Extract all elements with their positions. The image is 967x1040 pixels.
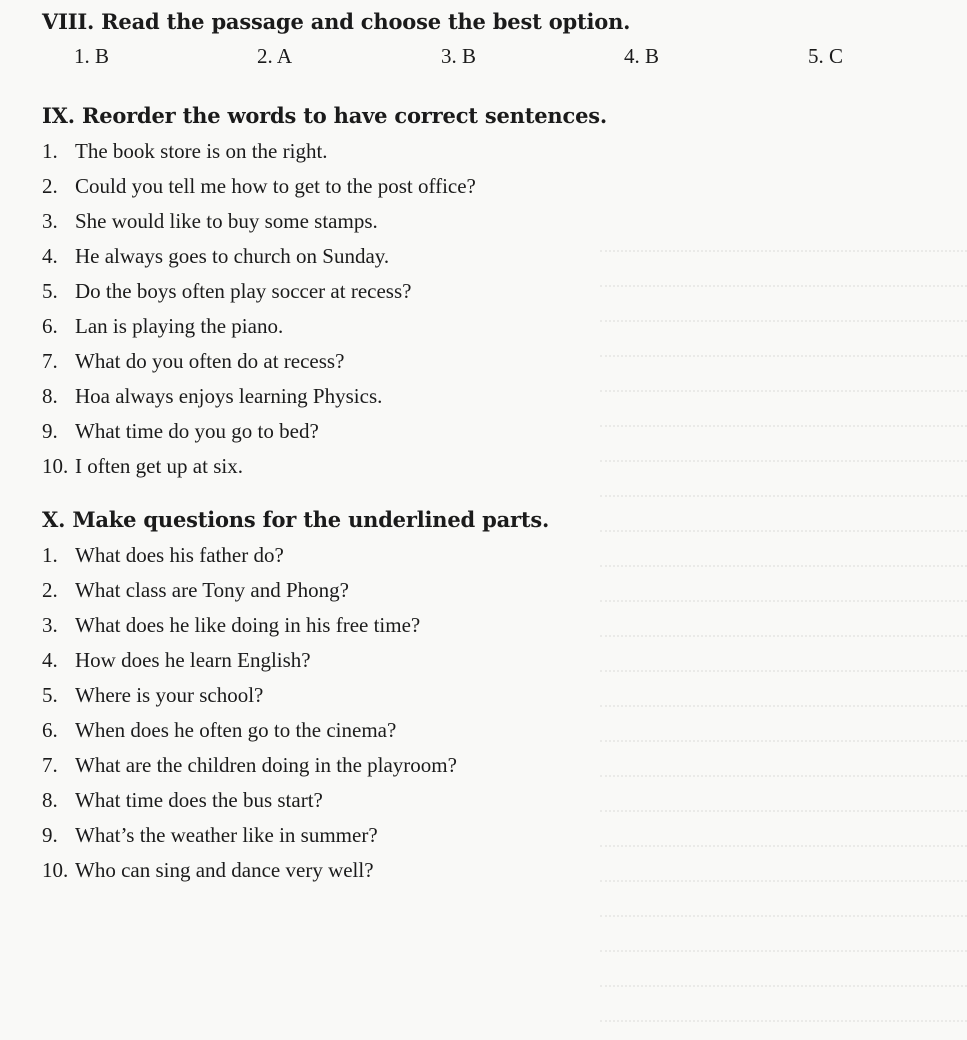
answer-item: 2. A: [257, 44, 293, 68]
item-number: 8.: [42, 384, 58, 408]
item-text: Lan is playing the piano.: [75, 314, 284, 338]
item-number: 5.: [42, 279, 58, 303]
ghost-dotted-line: [600, 1020, 967, 1022]
ghost-dotted-line: [600, 810, 967, 812]
item-text: What time does the bus start?: [75, 788, 323, 812]
item-number: 2.: [42, 174, 58, 198]
section-ix: [42, 102, 607, 484]
ghost-dotted-line: [600, 705, 967, 707]
ghost-dotted-line: [600, 460, 967, 462]
ghost-dotted-line: [600, 950, 967, 952]
list-item: [42, 449, 607, 484]
item-text: He always goes to church on Sunday.: [75, 244, 390, 268]
item-text: What does he like doing in his free time?: [75, 613, 421, 637]
item-text: Hoa always enjoys learning Physics.: [75, 384, 383, 408]
list-item: [42, 573, 549, 608]
item-text: What time do you go to bed?: [75, 419, 319, 443]
section-heading: IX. Reorder the words to have correct sentences.: [42, 103, 607, 128]
ghost-dotted-line: [600, 670, 967, 672]
item-text: What does his father do?: [75, 543, 284, 567]
list-item: [42, 748, 549, 783]
sentence-list: [42, 134, 607, 484]
list-item: [42, 309, 607, 344]
list-item: [42, 643, 549, 678]
ghost-dotted-line: [600, 635, 967, 637]
item-number: 6.: [42, 718, 58, 742]
list-item: [42, 713, 549, 748]
item-text: What’s the weather like in summer?: [75, 823, 378, 847]
ghost-dotted-line: [600, 985, 967, 987]
answer-item: 1. B: [74, 44, 110, 68]
ghost-dotted-line: [600, 565, 967, 567]
list-item: [42, 818, 549, 853]
item-number: 3.: [42, 209, 58, 233]
item-text: Could you tell me how to get to the post office?: [75, 174, 476, 198]
bleed-through-reverse-page: [580, 210, 967, 1040]
item-number: 9.: [42, 823, 58, 847]
item-number: 4.: [42, 648, 58, 672]
answer-item: 5. C: [808, 44, 844, 68]
item-number: 10.: [42, 454, 69, 478]
answer-key-row: [42, 36, 844, 70]
ghost-dotted-line: [600, 390, 967, 392]
ghost-dotted-line: [600, 320, 967, 322]
item-text: Do the boys often play soccer at recess?: [75, 279, 412, 303]
ghost-dotted-line: [600, 425, 967, 427]
ghost-dotted-line: [600, 775, 967, 777]
list-item: [42, 274, 607, 309]
list-item: [42, 169, 607, 204]
ghost-dotted-line: [600, 495, 967, 497]
item-text: What class are Tony and Phong?: [75, 578, 349, 602]
list-item: [42, 678, 549, 713]
ghost-dotted-line: [600, 915, 967, 917]
item-number: 10.: [42, 858, 69, 882]
question-list: [42, 538, 549, 888]
section-x: [42, 506, 549, 888]
item-number: 1.: [42, 543, 58, 567]
item-number: 5.: [42, 683, 58, 707]
list-item: [42, 538, 549, 573]
item-text: Where is your school?: [75, 683, 264, 707]
ghost-dotted-line: [600, 880, 967, 882]
list-item: [42, 344, 607, 379]
item-number: 7.: [42, 753, 58, 777]
item-number: 1.: [42, 139, 58, 163]
item-text: What do you often do at recess?: [75, 349, 345, 373]
list-item: [42, 379, 607, 414]
item-text: The book store is on the right.: [75, 139, 328, 163]
item-text: What are the children doing in the playroom?: [75, 753, 457, 777]
item-number: 8.: [42, 788, 58, 812]
item-text: When does he often go to the cinema?: [75, 718, 397, 742]
answer-item: 3. B: [441, 44, 477, 68]
list-item: [42, 853, 549, 888]
item-text: Who can sing and dance very well?: [75, 858, 374, 882]
item-number: 3.: [42, 613, 58, 637]
list-item: [42, 414, 607, 449]
answer-item: 4. B: [624, 44, 660, 68]
list-item: [42, 608, 549, 643]
ghost-dotted-line: [600, 530, 967, 532]
section-heading: VIII. Read the passage and choose the best option.: [42, 9, 631, 34]
section-heading: X. Make questions for the underlined parts.: [42, 507, 550, 532]
item-text: How does he learn English?: [75, 648, 311, 672]
item-number: 6.: [42, 314, 58, 338]
list-item: [42, 134, 607, 169]
section-viii: [42, 8, 844, 70]
item-text: I often get up at six.: [75, 454, 243, 478]
ghost-dotted-line: [600, 845, 967, 847]
item-number: 9.: [42, 419, 58, 443]
list-item: [42, 239, 607, 274]
ghost-dotted-line: [600, 600, 967, 602]
item-number: 7.: [42, 349, 58, 373]
ghost-dotted-line: [600, 355, 967, 357]
item-text: She would like to buy some stamps.: [75, 209, 378, 233]
item-number: 2.: [42, 578, 58, 602]
item-number: 4.: [42, 244, 58, 268]
list-item: [42, 783, 549, 818]
ghost-dotted-line: [600, 250, 967, 252]
ghost-dotted-line: [600, 740, 967, 742]
list-item: [42, 204, 607, 239]
ghost-dotted-line: [600, 285, 967, 287]
